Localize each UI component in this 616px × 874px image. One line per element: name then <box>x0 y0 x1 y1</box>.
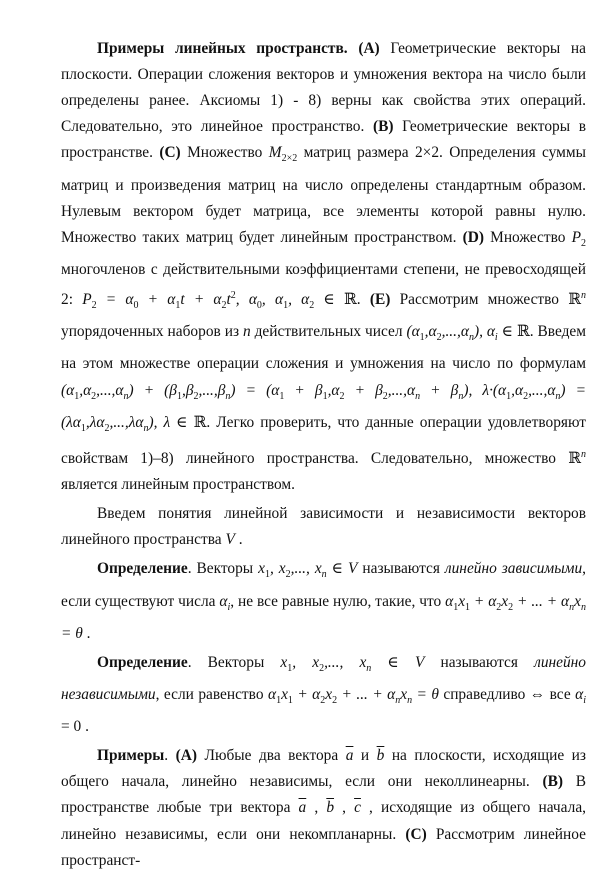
text-run: называются <box>424 653 535 671</box>
text-run: Множество <box>483 228 572 246</box>
paragraph-linear-dependence-intro <box>61 501 586 553</box>
bold-text: (B) <box>373 118 394 136</box>
math-subscript: 1 <box>419 332 425 344</box>
math-text: ,..., x <box>324 653 367 671</box>
math-text: ,..., x <box>290 560 322 578</box>
text-run: . <box>164 747 176 765</box>
math-subscript: 1 <box>506 390 512 402</box>
math-subscript: 2 <box>104 422 110 434</box>
math-text: + α <box>292 686 321 704</box>
math-subscript: 1 <box>279 390 285 402</box>
text-run: . Векторы <box>187 653 281 671</box>
math-text: + ... + α <box>513 592 570 610</box>
text-run: , если равенство <box>155 686 268 704</box>
text-run: Любые два вектора <box>197 747 346 765</box>
math-text: α <box>575 686 584 704</box>
math-subscript: n <box>123 390 129 402</box>
math-text: , x <box>269 560 286 578</box>
math-text: + α <box>138 291 176 309</box>
math-text: = θ <box>61 624 83 642</box>
text-run: . <box>234 531 243 549</box>
math-subscript: 2×2 <box>281 153 298 165</box>
math-text: (α <box>61 381 75 399</box>
math-text: x <box>458 592 466 610</box>
math-text: t <box>226 291 231 309</box>
text-run: Рассмотрим множество <box>390 291 569 309</box>
bold-text: (D) <box>462 228 484 246</box>
math-text: , α <box>288 291 310 309</box>
math-text: t + α <box>180 291 222 309</box>
math-text: α <box>445 592 454 610</box>
math-subscript: n <box>143 422 149 434</box>
bold-text: Примеры <box>97 747 165 765</box>
math-subscript: 2 <box>319 662 325 674</box>
math-subscript: 2 <box>320 695 326 707</box>
paragraph-examples-independence <box>61 743 586 873</box>
math-text: n <box>242 323 251 341</box>
text-run: Множество <box>180 144 269 162</box>
math-text: = θ <box>412 686 439 704</box>
math-subscript: 2 <box>193 390 199 402</box>
math-text: V <box>414 653 425 671</box>
math-subscript: n <box>407 695 413 707</box>
math-subscript: 2 <box>309 300 315 312</box>
math-subscript: 1 <box>287 695 293 707</box>
math-text: x <box>280 653 288 671</box>
text-run: является линейным пространством. <box>61 476 296 494</box>
math-subscript: 2 <box>339 390 345 402</box>
math-superscript: n <box>581 448 586 460</box>
math-subscript: 1 <box>264 569 270 581</box>
text-run <box>348 40 359 57</box>
math-text: , α <box>261 291 284 309</box>
text-run: Введем понятия линейной зависимости и независимости векторов линейного пространства <box>61 505 586 549</box>
math-text: ) = (λα <box>61 381 587 431</box>
bold-text: (C) <box>159 144 181 162</box>
math-subscript: n <box>415 390 421 402</box>
math-text: α <box>219 592 228 610</box>
math-text: ,...,λα <box>109 413 144 431</box>
math-text: x <box>400 686 408 704</box>
math-subscript: n <box>366 662 372 674</box>
italic-text: линейно зависимыми <box>444 560 583 578</box>
math-subscript: 2 <box>382 390 388 402</box>
math-text: x <box>574 592 581 610</box>
math-text: ), <box>463 381 473 399</box>
math-text: ,...,α <box>441 323 469 341</box>
text-run: ∈ ℝ. Введем на этом множестве операции сложения и умножения на число по формулам <box>61 323 586 373</box>
text-run: , <box>334 799 355 817</box>
math-text: ,...,α <box>387 381 416 399</box>
math-subscript: 2 <box>221 300 227 312</box>
math-text: + β <box>284 381 323 399</box>
math-subscript: n <box>225 390 231 402</box>
bold-text: (E) <box>369 291 391 309</box>
math-subscript: 1 <box>175 300 181 312</box>
math-text: ,...,α <box>96 381 124 399</box>
math-text: ,...,β <box>198 381 226 399</box>
math-superscript: 2 <box>230 290 236 301</box>
vector-symbol: $\overline{a}$ <box>345 747 354 765</box>
text-run: . Векторы <box>187 560 259 578</box>
text-run: , исходящие из общего начала, линейно независимы, если они некомпланарны. <box>61 799 587 843</box>
math-subscript: n <box>580 601 586 613</box>
text-run <box>472 382 482 399</box>
math-text: ,α <box>327 381 340 399</box>
math-text: M <box>268 144 282 162</box>
math-text: ) = (α <box>230 381 280 399</box>
text-run: Геометрические векторы в пространстве. <box>61 118 586 162</box>
math-text: 2×2 <box>414 144 440 162</box>
math-text: V <box>225 531 235 549</box>
math-subscript: n <box>321 569 327 581</box>
bold-text: Определение <box>97 560 188 578</box>
text-run: , <box>306 799 327 817</box>
math-subscript: 2 <box>523 390 529 402</box>
paragraph-definition-dependent <box>61 556 586 646</box>
math-subscript: 1 <box>283 300 289 312</box>
vector-symbol: $\overline{a}$ <box>298 799 307 817</box>
bold-text: (B) <box>542 773 563 791</box>
text-run: ∈ <box>371 653 415 671</box>
math-text: , α <box>235 291 257 309</box>
math-text: α <box>267 686 277 704</box>
math-subscript: 0 <box>133 300 139 312</box>
math-subscript: i <box>583 695 586 707</box>
text-run: и <box>353 747 377 765</box>
text-run: матриц размера <box>297 144 415 162</box>
math-text: x <box>501 592 509 610</box>
math-subscript: 0 <box>256 300 262 312</box>
bold-text: (A) <box>175 747 198 765</box>
math-subscript: 1 <box>287 662 293 674</box>
bold-text: Определение <box>97 653 188 671</box>
math-subscript: 1 <box>465 601 471 613</box>
text-run: , если существуют числа <box>61 560 587 610</box>
math-text: ,β <box>181 381 194 399</box>
text-run: ∈ ℝ. <box>314 291 370 309</box>
math-text: ,α <box>424 323 437 341</box>
text-run: называются <box>357 560 445 578</box>
math-text: ), α <box>473 323 495 341</box>
math-subscript: 2 <box>580 237 586 249</box>
math-subscript: 2 <box>332 695 338 707</box>
math-text: + α <box>470 592 497 610</box>
math-text: + ... + α <box>337 686 396 704</box>
vector-symbol: $\overline{c}$ <box>354 799 361 817</box>
paragraph-examples-linear-spaces <box>61 36 586 498</box>
text-run: . <box>82 624 91 642</box>
math-subscript: 2 <box>496 601 502 613</box>
math-subscript: 2 <box>285 569 291 581</box>
math-subscript: n <box>395 695 401 707</box>
math-subscript: 1 <box>453 601 459 613</box>
math-text: λ·(α <box>482 381 507 399</box>
bold-text: Примеры линейных пространств. <box>97 40 348 57</box>
math-text: P <box>571 228 581 246</box>
math-text: ) + (β <box>128 381 177 399</box>
bold-text: (C) <box>405 825 427 843</box>
text-run: . Определения суммы матриц и произведения матриц на число определены стандартным образом. Нулевым вектором будет матрица, все элементы которой равны нулю. Множество таких матриц будет линейным пространством. <box>61 144 586 246</box>
math-text: + β <box>344 381 383 399</box>
math-text: ,λα <box>85 413 105 431</box>
math-text: , x <box>292 653 320 671</box>
math-subscript: 2 <box>436 332 442 344</box>
math-superscript: n <box>581 290 586 301</box>
paragraph-definition-independent <box>61 650 586 740</box>
math-subscript: 1 <box>80 422 86 434</box>
math-subscript: n <box>458 390 464 402</box>
math-subscript: 1 <box>322 390 328 402</box>
text-run: Рассмотрим линейное пространст- <box>61 825 586 869</box>
text-run: Геометрические векторы на плоскости. Операции сложения векторов и умножения вектора на число были определены ранее. Аксиомы 1) - 8) верны как свойства этих операций. Следовательно, это линейное пространство. <box>61 40 586 136</box>
math-subscript: n <box>555 390 561 402</box>
math-text: x <box>281 686 288 704</box>
text-run: многочленов с действительными коэффициентами степени, не превосходящей 2: <box>61 260 586 309</box>
math-text: V <box>348 560 358 578</box>
text-run: В пространстве любые три вектора <box>61 773 586 817</box>
text-run: ∈ <box>326 560 349 578</box>
text-run: = 0 . <box>61 718 89 736</box>
math-subscript: 2 <box>91 300 97 312</box>
vector-symbol: $\overline{b}$ <box>376 747 385 765</box>
text-run: ℝ <box>568 291 581 309</box>
math-text: = α <box>96 291 134 309</box>
math-text: ,...,α <box>528 381 556 399</box>
math-subscript: 2 <box>91 390 97 402</box>
text-run: ℝ <box>568 450 581 468</box>
text-run: упорядоченных наборов из <box>61 323 243 341</box>
math-text: + β <box>420 381 459 399</box>
vector-symbol: $\overline{b}$ <box>326 799 335 817</box>
math-subscript: i <box>494 332 498 344</box>
math-text: (α <box>406 323 420 341</box>
math-subscript: 2 <box>508 601 514 613</box>
text-run: на плоскости, исходящие из общего начала, линейно независимы, если они неколлинеарны. <box>61 747 586 791</box>
italic-text: линейно независимыми <box>61 653 587 704</box>
math-text: x <box>258 560 265 578</box>
text-run: , не все равные нулю, такие, что <box>230 592 446 610</box>
math-subscript: n <box>569 601 575 613</box>
math-text: x <box>325 686 333 704</box>
math-subscript: n <box>468 332 474 344</box>
text-run: ∈ ℝ. Легко проверить, что данные операции удовлетворяют свойствам 1)–8) линейного пространства. Следовательно, множество <box>61 413 586 468</box>
math-subscript: 1 <box>74 390 80 402</box>
math-text: ,α <box>511 381 524 399</box>
math-text: ), λ <box>148 413 171 431</box>
bold-text: (A) <box>358 40 380 57</box>
math-subscript: 1 <box>276 695 282 707</box>
math-subscript: 1 <box>176 390 182 402</box>
math-text: ,α <box>79 381 92 399</box>
text-run: действительных чисел <box>250 323 407 341</box>
text-run: справедливо ⇔ все <box>438 686 576 704</box>
math-subscript: i <box>227 601 231 613</box>
math-text: P <box>82 291 92 309</box>
